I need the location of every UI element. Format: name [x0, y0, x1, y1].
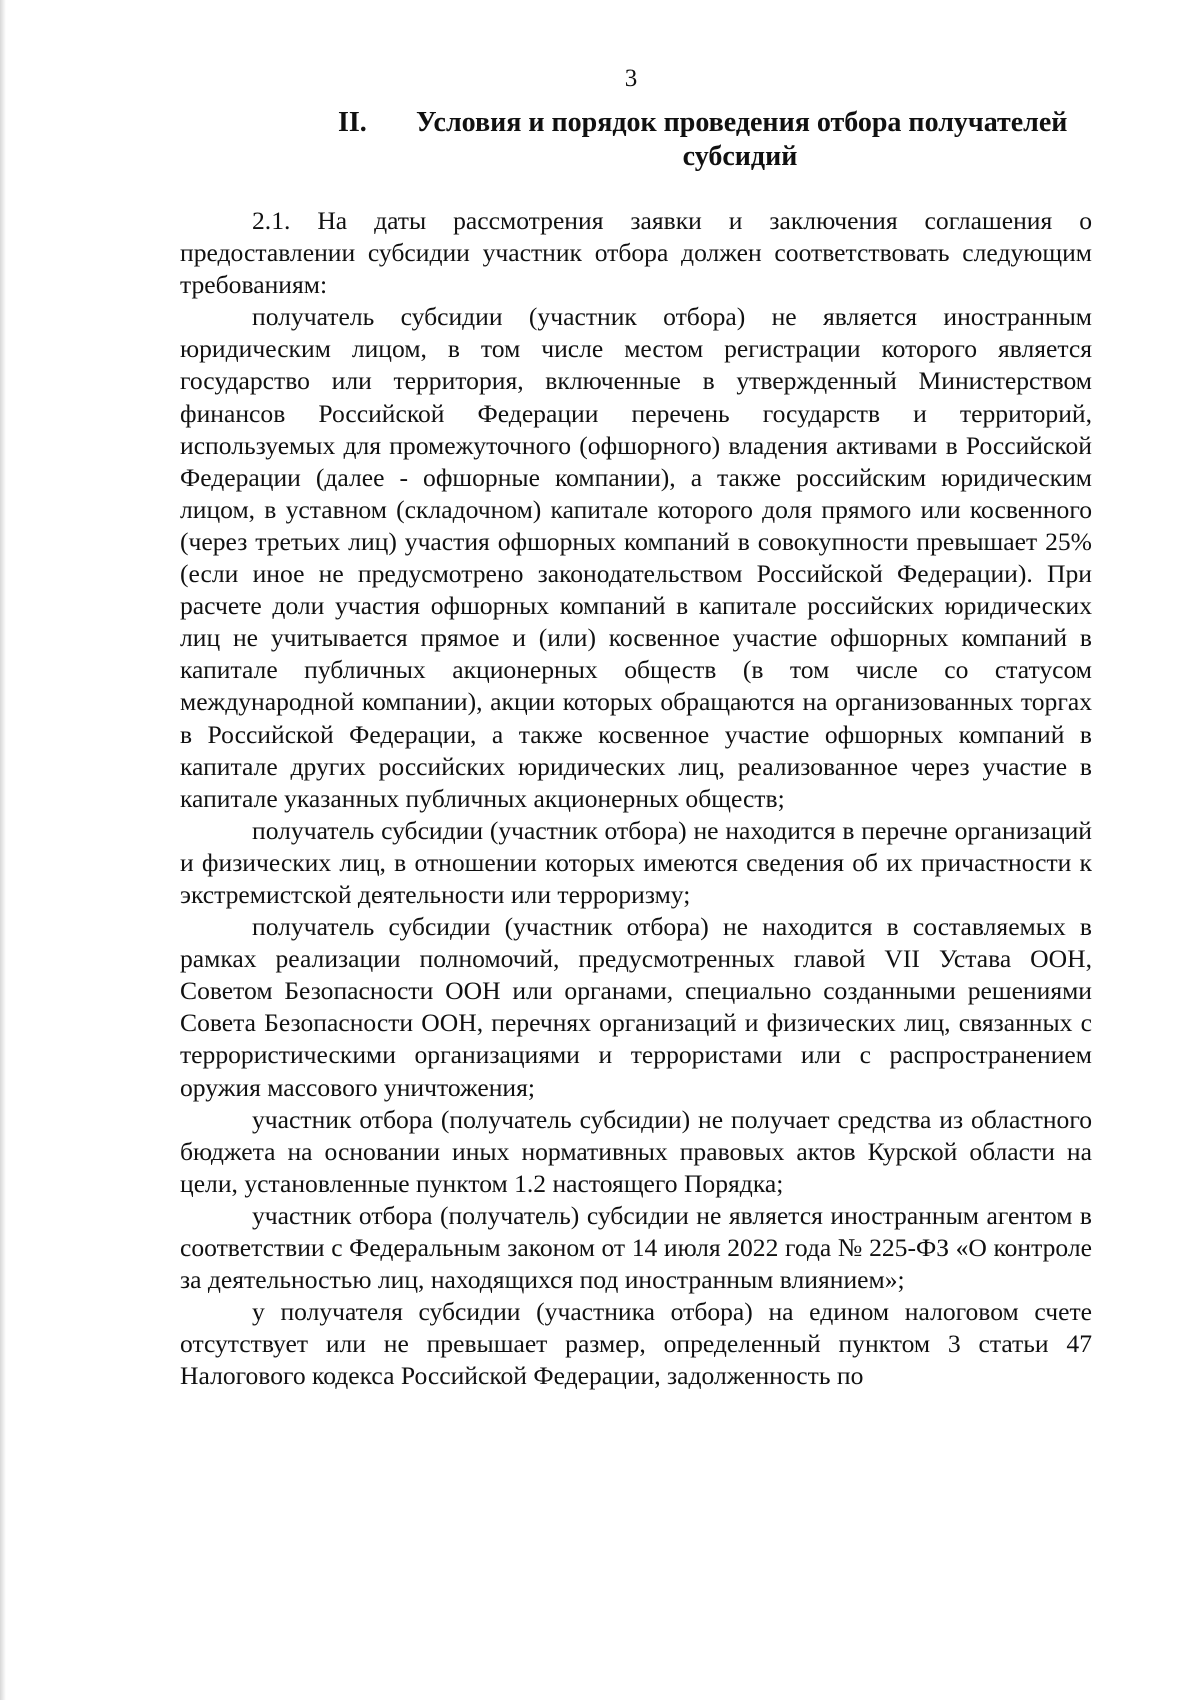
section-title: Условия и порядок проведения отбора получателей — [416, 107, 1068, 138]
section-number: II. — [338, 107, 367, 138]
section-title-continued: субсидий — [682, 141, 798, 172]
paragraph-extremism-list: получатель субсидии (участник отбора) не находится в перечне организаций и физических лиц, в отношении которых имеются сведения об их причастности к экстремистской деятельности или терроризму; — [180, 815, 1092, 909]
paragraph-tax-debt: у получателя субсидии (участника отбора) на едином налоговом счете отсутствует или не превышает размер, определенный пунктом 3 статьи 47 Налогового кодекса Российской Федерации, задолженность по — [180, 1297, 1092, 1391]
scan-edge-shadow — [0, 0, 6, 1700]
paragraph-regional-budget: участник отбора (получатель субсидии) не получает средства из областного бюджета на основании иных нормативных правовых актов Курской области на цели, установленные пунктом 1.2 настоящего Порядка; — [180, 1104, 1092, 1198]
document-body — [180, 205, 1092, 1392]
paragraph-un-lists: получатель субсидии (участник отбора) не находится в составляемых в рамках реализации полномочий, предусмотренных главой VII Устава ООН, Советом Безопасности ООН или органами, специально созданными решениями Совета Безопасности ООН, перечнях организаций и физических лиц, связанных с террористическими организациями и террористами или с распространением оружия массового уничтожения; — [180, 912, 1092, 1102]
paragraph-2-1: 2.1. На даты рассмотрения заявки и заключения соглашения о предоставлении субсидии участник отбора должен соответствовать следующим требованиям: — [180, 206, 1092, 300]
section-heading — [300, 106, 1100, 174]
page-number: 3 — [624, 65, 638, 92]
paragraph-foreign-agent: участник отбора (получатель) субсидии не является иностранным агентом в соответствии с Федеральным законом от 14 июля 2022 года № 225-ФЗ «О контроле за деятельностью лиц, находящихся под иностранным влиянием»; — [180, 1200, 1092, 1295]
section-heading-line1 — [300, 106, 1100, 140]
paragraph-offshore-requirement: получатель субсидии (участник отбора) не является иностранным юридическим лицом, в том числе местом регистрации которого является государство или территория, включенные в утвержденный Министерством финансов Российской Федерации перечень государств и территорий, используемых для промежуточного (офшорного) владения активами в Российской Федерации (далее - офшорные компании), а также российским юридическим лицом, в уставном (складочном) капитале которого доля прямого или косвенного (через третьих лиц) участия офшорных компаний в совокупности превышает 25% (если иное не предусмотрено законодательством Российской Федерации). При расчете доли участия офшорных компаний в капитале российских юридических лиц не учитывается прямое и (или) косвенное участие офшорных компаний в капитале публичных акционерных обществ (в том числе со статусом международной компании), акции которых обращаются на организованных торгах в Российской Федерации, а также косвенное участие офшорных компаний в капитале других российских юридических лиц, реализованное через участие в капитале указанных публичных акционерных обществ; — [180, 302, 1092, 813]
